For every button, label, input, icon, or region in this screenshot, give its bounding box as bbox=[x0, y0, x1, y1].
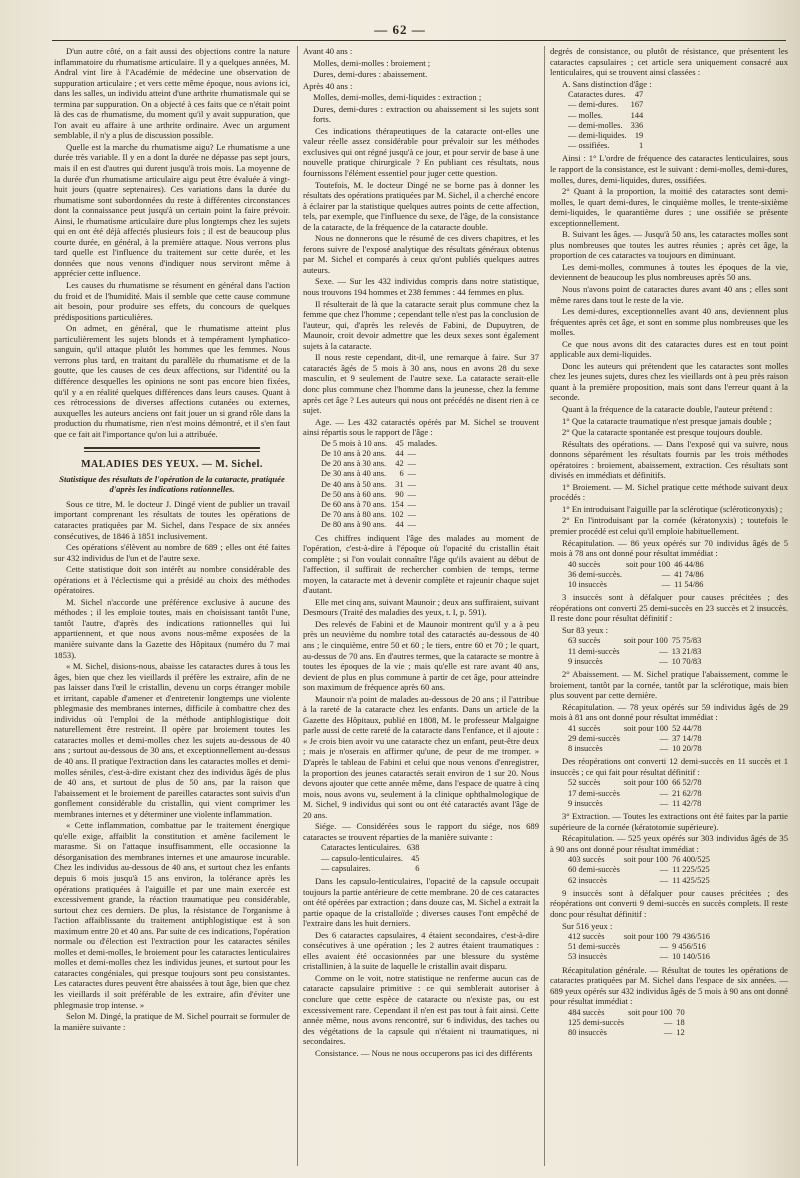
table-cell: 154 bbox=[391, 499, 404, 509]
table-cell: 12 bbox=[676, 1028, 685, 1038]
paragraph: Comme on le voit, notre statistique ne renferme aucun cas de cataracte capsulaire primitive : ce qui semblerait autoriser à conclure que cette espèce de cataracte ou n'existe pas, ou est excessivement rare. Cependant il n'en est pas tout à fait ainsi. Cette année même, nous avons rencontré, sur 6 individus, des taches ou des végétations de la capsule qui n'étaient ni traumatiques, ni secondaires. bbox=[303, 972, 539, 1047]
paragraph: Des 6 cataractes capsulaires, 4 étaient secondaires, c'est-à-dire consécutives à une opération ; les 2 autres étaient traumatiques : elles avaient été occasionnées par une blessure du système cristallinien, à la suite de laquelle le cristallin avait disparu. bbox=[303, 929, 539, 972]
table-cell: 75 75/83 bbox=[671, 636, 702, 646]
table-cell: 42 bbox=[395, 459, 404, 469]
table-cell: 18 bbox=[676, 1018, 685, 1028]
table-cell: 41 succès bbox=[568, 723, 601, 733]
paragraph: 2° Abaissement. — M. Sichel pratique l'abaissement, comme le broiement, tantôt par la cornée, tantôt par la sclérotique, mais bien plus souvent par cette dernière. bbox=[550, 669, 788, 701]
table-cell: 144 bbox=[630, 110, 644, 120]
table-cell: — bbox=[659, 646, 668, 656]
table-cell: De 80 ans à 90 ans. bbox=[321, 520, 387, 530]
table-cell: 638 bbox=[406, 843, 420, 853]
paragraph: Sexe. — Sur les 432 individus compris dans notre statistique, nous trouvons 194 hommes et 238 femmes : 44 femmes en plus. bbox=[303, 276, 539, 298]
table-cell: 10 20/78 bbox=[672, 744, 702, 754]
table-cell: 66 52/78 bbox=[672, 778, 702, 788]
table-row bbox=[568, 789, 706, 799]
table-cell: — bbox=[659, 952, 669, 962]
table-cell: — bbox=[661, 569, 671, 579]
table-cell: 11 demi-succès bbox=[568, 646, 620, 656]
table-cell: — bbox=[407, 479, 416, 489]
header-rule bbox=[52, 40, 786, 41]
paragraph: Les causes du rhumatisme se résument en général dans l'action du froid et de l'humidité. Mais il semble que cette cause commune ait besoin, pour produire ses effets, du concours de quelques prédispositions particulières. bbox=[54, 280, 290, 322]
table-row bbox=[568, 560, 708, 570]
list-line: Dures, demi-dures : extraction ou abaissement si les sujets sont forts. bbox=[313, 103, 539, 125]
table-cell: soit pour 100 bbox=[625, 559, 671, 569]
table-cell: 336 bbox=[630, 120, 644, 130]
siege-table bbox=[321, 843, 423, 874]
table-cell: 11 42/78 bbox=[672, 798, 702, 808]
table-cell: 6 bbox=[415, 863, 420, 873]
table-cell: 9 insuccès bbox=[568, 798, 603, 808]
table-row bbox=[321, 490, 441, 500]
table-cell: 45 bbox=[395, 438, 404, 448]
table-cell: soit pour 100 bbox=[623, 636, 668, 646]
table-cell: — bbox=[407, 469, 416, 479]
section-subtitle: Statistique des résultats de l'opération de la cataracte, pratiquée d'après les indications rationnelles. bbox=[59, 473, 285, 495]
broiement-immediate-table bbox=[568, 560, 708, 591]
general-immediate-table bbox=[568, 1008, 689, 1039]
paragraph: 2° En l'introduisant par la cornée (kératonyxis) ; toutefois le premier procédé est celui qu'il emploie habituellement. bbox=[550, 515, 788, 536]
table-row bbox=[568, 100, 647, 110]
paragraph: 1° Que la cataracte traumatique n'est presque jamais double ; bbox=[562, 415, 772, 426]
paragraph: 9 insuccès sont à défalquer pour causes précitées ; des réopérations ont converti 9 demi-succès en succès complets. Il reste donc pour résultat définitif : bbox=[550, 887, 788, 919]
table-cell: 29 demi-succès bbox=[568, 733, 620, 743]
table-row bbox=[321, 520, 441, 530]
table-cell: De 70 ans à 80 ans. bbox=[321, 510, 387, 520]
paragraph: Des réopérations ont converti 12 demi-succès en 11 succès et 1 insuccès ; ce qui fait pour résultat définitif : bbox=[550, 756, 788, 777]
section-rule bbox=[84, 451, 260, 452]
table-cell: 44 bbox=[395, 520, 404, 530]
method-list bbox=[303, 46, 539, 125]
table-cell: — bbox=[659, 942, 669, 952]
paragraph: Sur 83 yeux : bbox=[562, 624, 609, 635]
table-row bbox=[321, 500, 441, 510]
paragraph: Résultats des opérations. — Dans l'exposé qui va suivre, nous donnons séparément les résultats fournis par les trois méthodes opératoires : broiement, abaissement, extraction. Ces résultats sont divisés en immédiats et définitifs. bbox=[550, 438, 788, 481]
table-row bbox=[568, 580, 708, 590]
table-cell: 46 44/86 bbox=[674, 559, 704, 569]
table-cell: 62 insuccès bbox=[568, 875, 607, 885]
table-row bbox=[321, 510, 441, 520]
table-cell: — demi-molles. bbox=[568, 120, 623, 130]
paragraph: Récapitulation. — 78 yeux opérés sur 59 individus âgés de 29 mois à 81 ans ont donné pour résultat immédiat : bbox=[550, 701, 788, 723]
paragraph: Nous n'avons point de cataractes dures avant 40 ans ; elles sont même rares dans tout le reste de la vie. bbox=[550, 283, 788, 305]
paragraph: Les demi-molles, communes à toutes les époques de la vie, deviennent de beaucoup les plus nombreuses après 50 ans. bbox=[550, 261, 788, 283]
table-cell: 8 insuccès bbox=[568, 744, 603, 754]
table-cell: 80 insuccès bbox=[568, 1028, 607, 1038]
table-row bbox=[568, 1008, 689, 1018]
table-cell: 45 bbox=[411, 853, 420, 863]
table-row bbox=[568, 876, 714, 886]
paragraph: Elle met cinq ans, suivant Maunoir ; deux ans suffiraient, suivant Desmours (Traité des maladies des yeux, t. I, p. 591). bbox=[303, 596, 539, 618]
table-cell: — bbox=[407, 489, 416, 499]
abaissement-final-table bbox=[568, 778, 706, 809]
paragraph: Ce que nous avons dit des cataractes dures est en tout point applicable aux demi-liquides. bbox=[550, 338, 788, 360]
table-cell: — bbox=[407, 448, 416, 458]
age-table bbox=[321, 439, 441, 531]
table-cell: soit pour 100 bbox=[623, 778, 669, 788]
paragraph: Consistance. — Nous ne nous occuperons pas ici des différents bbox=[315, 1047, 533, 1058]
paragraph: 2° Que la cataracte spontanée est presque toujours double. bbox=[562, 427, 763, 438]
consistency-table bbox=[568, 90, 647, 151]
paragraph: degrés de consistance, ou plutôt de résistance, que présentent les cataractes capsulaires ; cet article sera uniquement consacré aux lenticulaires, qui se trouvent ainsi classées : bbox=[550, 46, 788, 78]
paragraph: Toutefois, M. le docteur Dingé ne se borne pas à donner les résultats des opérations pratiquées par M. Sichel, il a cherché encore à éclairer par la statistique quelques autres points de cette affection, tels, par exemple, que l'influence du sexe, de l'âge, de la consistance de la cataracte, de la fréquence de la cataracte double. bbox=[303, 179, 539, 232]
paragraph: Ainsi : 1° L'ordre de fréquence des cataractes lenticulaires, sous le rapport de la consistance, est le suivant : demi-molles, demi-dures, molles, dures, demi-liquides, dures, ossifiées. bbox=[550, 153, 788, 185]
paragraph: D'un autre côté, on a fait aussi des objections contre la nature inflammatoire du rhumatisme articulaire. Il y a quelques années, M. Andral vint lire à l'Académie de médecine une observation de suppuration articulaire ; et vers cette même époque, nous avions ici, dans les salles, un individu atteint d'une arthrite rhumatismale qui se termina par suppuration. On a objecté à ces faits que ce n'était point là des cas de rhumatisme, du moment qu'il y avait suppuration, que l'on avait eu affaire à une arthrite ordinaire. Avec un argument semblable, il n'y a plus de discussion possible. bbox=[54, 46, 290, 141]
table-row bbox=[568, 131, 647, 141]
table-cell: 31 bbox=[395, 479, 404, 489]
table-cell: 484 succès bbox=[568, 1007, 605, 1017]
table-cell: 1 bbox=[639, 141, 644, 151]
table-cell: — demi-liquides. bbox=[568, 131, 627, 140]
paragraph: Ces chiffres indiquent l'âge des malades au moment de l'opération, c'est-à-dire à l'époque où l'opacité du cristallin était complète ; si l'on voulait connaître l'âge qu'ils avaient au début de l'affection, il suffirait de rechercher combien de temps, terme moyen, la cataracte met à devenir complète et rajeunir chaque sujet d'autant. bbox=[303, 532, 539, 596]
paragraph: On admet, en général, que le rhumatisme atteint plus particulièrement les sujets blonds et à tempérament lymphatico-sanguin, qu'il attaque plutôt les hommes que les femmes. Nous verrons plus tard, en traitant du parallèle du rhumatisme et de la goutte, que les causes de ces deux affections, sur l'identité ou la différence desquelles les opinions ne sont pas encore bien fixées, qu'il y a en réalité quelques différences dans leurs causes. Quant à ces rétrocessions de diverses affections cutanées ou externes, auxquelles les auteurs anciens ont fait jouer un si grand rôle dans la production du rhumatisme, rien n'est moins démontré, et il s'en faut que ce fait ait l'importance qu'on lui a attribuée. bbox=[54, 323, 290, 439]
table-row bbox=[321, 459, 441, 469]
table-cell: 6 bbox=[399, 469, 404, 479]
table-cell: soit pour 100 bbox=[623, 855, 669, 865]
table-cell: 11 225/525 bbox=[672, 865, 710, 875]
paragraph: Les demi-dures, exceptionnelles avant 40 ans, deviennent plus fréquentes après cet âge, et sont en somme plus nombreuses que les molles. bbox=[550, 306, 788, 338]
table-row bbox=[568, 952, 714, 962]
table-row bbox=[321, 480, 441, 490]
subheading: A. Sans distinction d'âge : bbox=[562, 78, 652, 89]
table-cell: 79 436/516 bbox=[672, 932, 710, 942]
table-cell: 167 bbox=[630, 100, 644, 110]
paragraph: Age. — Les 432 cataractés opérés par M. Sichel se trouvent ainsi répartis sous le rapport de l'âge : bbox=[303, 416, 539, 438]
table-row bbox=[568, 778, 706, 788]
table-cell: soit pour 100 bbox=[623, 723, 669, 733]
table-cell: — bbox=[663, 1028, 673, 1038]
table-row bbox=[568, 865, 714, 875]
table-cell: malades. bbox=[407, 438, 438, 448]
rheumatism-section bbox=[54, 46, 290, 439]
table-cell: — bbox=[407, 499, 416, 509]
paragraph: Nous ne donnerons que le résumé de ces divers chapitres, et les ferons suivre de l'exposé analytique des résultats généraux obtenus par M. Sichel et comparés à ceux qu'ont publiés quelques autres auteurs. bbox=[303, 233, 539, 275]
extraction-final-table bbox=[568, 932, 714, 963]
table-cell: 44 bbox=[395, 448, 404, 458]
table-cell: — bbox=[407, 510, 416, 520]
table-cell: 52 succès bbox=[568, 778, 601, 788]
table-cell: — capsulaires. bbox=[321, 863, 371, 873]
section-rule bbox=[84, 447, 260, 449]
table-cell: 10 70/83 bbox=[671, 656, 702, 666]
table-cell: — bbox=[659, 744, 669, 754]
paragraph: M. Sichel n'accorde une préférence exclusive à aucune des méthodes ; il les emploie toutes, mais en choisissant tantôt l'une, tantôt l'autre, d'après des indications rationnelles qui lui appartiennent, et que nous avons nous-même exposées de la manière suivante dans la Gazette des Hôpitaux (numéro du 7 mai 1853). bbox=[54, 596, 290, 660]
table-cell: 41 74/86 bbox=[674, 569, 704, 579]
table-cell: 412 succès bbox=[568, 932, 605, 942]
column-2 bbox=[303, 46, 539, 1166]
table-cell: — demi-dures. bbox=[568, 100, 619, 110]
table-cell: De 30 ans à 40 ans. bbox=[321, 469, 387, 479]
abaissement-immediate-table bbox=[568, 724, 706, 755]
table-cell: 47 bbox=[634, 90, 644, 100]
list-line: Avant 40 ans : bbox=[303, 46, 353, 56]
table-row bbox=[321, 864, 423, 874]
paragraph: 1° Broiement. — M. Sichel pratique cette méthode suivant deux procédés : bbox=[550, 481, 788, 503]
table-cell: 10 insuccès bbox=[568, 580, 607, 590]
table-cell: 37 14/78 bbox=[672, 733, 702, 743]
paragraph: Siége. — Considérées sous le rapport du siége, nos 689 cataractes se trouvent réparties de la manière suivante : bbox=[303, 821, 539, 842]
paragraph: Cette statistique doit son intérêt au nombre considérable des opérations et à l'éclectisme qui a présidé au choix des méthodes opératoires. bbox=[54, 564, 290, 596]
column-3 bbox=[550, 46, 788, 1166]
table-cell: — bbox=[407, 459, 416, 469]
table-cell: — bbox=[407, 520, 416, 530]
paragraph: « Cette inflammation, combattue par le traitement énergique qu'elle exige, affaiblit la constitution et amène facilement le marasme. Si on l'attaque insuffisamment, elle occasionne la désorganisation des membranes internes et une amaurose incurable. Chez les individus au-dessous de 40 ans, et surtout chez les enfants depuis 6 mois jusqu'à 15 ans environ, la tolérance après les opérations pratiquées à l'aiguille et par une main exercée est excessivement grande, la réaction traumatique peu considérable, surtout chez ces derniers. De plus, la résistance de l'organisme à l'action affaiblissante du traitement antiphlogistique est à son maximum entre 20 et 40 ans. Par suite de ces indications, l'opération normale ou d'élection est l'extraction pour les cataractes séniles molles et demi-molles, le broiement pour les cataractes lenticulaires molles et demi-molles chez les individus jeunes, et surtout pour les cataractes congéniales, qui presque toujours sont peu consistantes. Les cataractes dures peuvent être abaissées à tout âge, bien que chez les vieillards il soit préférable de les extraire, afin d'éviter une phlegmasie trop intense. » bbox=[54, 820, 290, 1010]
paragraph: Il résulterait de là que la cataracte serait plus commune chez la femme que chez l'homme ; cependant telle n'est pas la conclusion de l'auteur, qui, d'après les relevés de Fabini, de Dupuytren, de Maunoir, croit devoir admettre que les deux sexes sont également sujets à la cataracte. bbox=[303, 298, 539, 351]
table-cell: 76 400/525 bbox=[672, 855, 710, 865]
table-cell: soit pour 100 bbox=[628, 1007, 673, 1017]
table-row bbox=[568, 1018, 689, 1028]
table-cell: — bbox=[663, 1018, 673, 1028]
table-cell: 51 demi-succès bbox=[568, 942, 620, 952]
paragraph: Récapitulation. — 525 yeux opérés sur 303 individus âgés de 35 à 90 ans ont donné pour résultat immédiat : bbox=[550, 833, 788, 854]
table-row bbox=[568, 734, 706, 744]
table-row bbox=[568, 141, 647, 151]
table-cell: soit pour 100 bbox=[623, 932, 669, 942]
table-cell: De 50 ans à 60 ans. bbox=[321, 489, 387, 499]
paragraph: 2° Quant à la proportion, la moitié des cataractes sont demi-molles, le quart demi-dures, le cinquième molles, le trente-sixième demi-liquides, le quarantième dures ; une ossifiée se présente exceptionnellement. bbox=[550, 186, 788, 228]
table-cell: — bbox=[659, 798, 669, 808]
table-cell: 13 21/83 bbox=[671, 646, 702, 656]
cataract-intro bbox=[54, 499, 290, 1032]
table-cell: — capsulo-lenticulaires. bbox=[321, 853, 403, 863]
table-cell: 11 425/525 bbox=[672, 875, 710, 885]
paragraph: Quant à la fréquence de la cataracte double, l'auteur prétend : bbox=[562, 403, 773, 414]
table-row bbox=[568, 799, 706, 809]
table-row bbox=[568, 111, 647, 121]
table-cell: — bbox=[661, 580, 671, 590]
table-cell: — bbox=[659, 875, 669, 885]
paragraph: Récapitulation générale. — Résultat de toutes les opérations de cataractes pratiquées par M. Sichel dans l'espace de six années. — 689 yeux opérés sur 432 individus âgés de 5 mois à 90 ans ont donné pour résultat immédiat : bbox=[550, 964, 788, 1007]
table-row bbox=[321, 439, 441, 449]
section-title: MALADIES DES YEUX. — M. Sichel. bbox=[81, 459, 263, 471]
paragraph: 3 insuccès sont à défalquer pour causes précitées ; des réopérations ont converti 25 demi-succès en 23 succès et 2 insuccès. Il reste donc pour résultat définitif : bbox=[550, 592, 788, 624]
list-line: Molles, demi-molles : broiement ; bbox=[313, 57, 431, 68]
table-cell: 63 succès bbox=[568, 636, 601, 646]
paragraph: Ces opérations s'élèvent au nombre de 689 ; elles ont été faites sur 432 individus de l'un et de l'autre sexe. bbox=[54, 542, 290, 563]
table-cell: 102 bbox=[391, 510, 404, 520]
list-line: Dures, demi-dures : abaissement. bbox=[313, 69, 428, 80]
table-cell: 52 44/78 bbox=[672, 723, 702, 733]
table-cell: — bbox=[659, 788, 669, 798]
table-row bbox=[568, 932, 714, 942]
table-row bbox=[568, 724, 706, 734]
table-cell: Cataractes lenticulaires. bbox=[321, 843, 401, 853]
paragraph: 3° Extraction. — Toutes les extractions ont été faites par la partie supérieure de la cornée (kératotomie supérieure). bbox=[550, 811, 788, 832]
broiement-final-table bbox=[568, 636, 705, 667]
table-cell: Cataractes dures. bbox=[568, 90, 626, 100]
table-cell: 9 insuccès bbox=[568, 656, 603, 666]
paragraph: Récapitulation. — 86 yeux opérés sur 70 individus âgés de 5 mois à 78 ans ont donné pour résultat immédiat : bbox=[550, 537, 788, 559]
column-1 bbox=[54, 46, 290, 1166]
table-cell: De 60 ans à 70 ans. bbox=[321, 499, 387, 509]
table-row bbox=[321, 843, 423, 853]
list-line: Molles, demi-molles, demi-liquides : extraction ; bbox=[313, 92, 482, 103]
table-cell: 10 140/516 bbox=[672, 952, 710, 962]
table-cell: — molles. bbox=[568, 110, 603, 120]
table-cell: De 20 ans à 30 ans. bbox=[321, 459, 387, 469]
table-cell: 11 54/86 bbox=[674, 580, 704, 590]
table-cell: — bbox=[659, 865, 669, 875]
table-row bbox=[321, 469, 441, 479]
table-cell: De 5 mois à 10 ans. bbox=[321, 438, 388, 448]
table-row bbox=[321, 854, 423, 864]
table-row bbox=[568, 636, 705, 646]
paragraph: Des relevés de Fabini et de Maunoir montrent qu'il y a à peu près un neuvième du nombre total des cataractés au-dessous de 40 ans ; le cinquième, entre 50 et 60 ; le tiers, entre 60 et 70 ; le quart, au-dessus de 70 ans. En d'autres termes, que la cataracte se montre à toutes les époques de la vie ; mais qu'elle est rare avant 40 ans, devient de plus en plus commune à partir de cet âge, pour atteindre son maximum de fréquence après 60 ans. bbox=[303, 618, 539, 693]
table-cell: 40 succès bbox=[568, 559, 601, 569]
table-cell: De 10 ans à 20 ans. bbox=[321, 448, 387, 458]
table-row bbox=[321, 449, 441, 459]
paragraph: Quelle est la marche du rhumatisme aigu? Le rhumatisme a une durée très variable. Il y en a dont la durée ne dépasse pas sept jours, mais il en est d'autres qui durent jusqu'à trois mois. La moyenne de la durée d'un rhumatisme articulaire aigu peut être évaluée à vingt-huit jours (quatre septenaires). Ces variations dans la durée du rhumatisme sont subordonnées du reste à différentes circonstances dont la connaissance peut jusqu'à un certain point la faire prévoir. Ainsi, le rhumatisme articulaire dure plus longtemps chez les sujets qui en ont été déjà affectés plusieurs fois ; il est de beaucoup plus courte durée, en général, à la première attaque. Nous verrons plus tard quelle est l'influence du traitement sur cette durée, et les données que nous venons d'indiquer nous serviront même à apprécier cette influence. bbox=[54, 141, 290, 279]
paragraph: Sous ce titre, M. le docteur J. Dingé vient de publier un travail important comprenant les résultats de toutes les opérations de cataractes pratiquées par M. Sichel, dans l'espace de six années consécutives, de 1846 à 1851 inclusivement. bbox=[54, 498, 290, 541]
paragraph: Selon M. Dingé, la pratique de M. Sichel pourrait se formuler de la manière suivante : bbox=[54, 1011, 290, 1032]
table-row bbox=[568, 942, 714, 952]
paragraph: Sur 516 yeux : bbox=[562, 920, 613, 931]
table-cell: 90 bbox=[395, 489, 404, 499]
table-cell: 9 456/516 bbox=[672, 942, 706, 952]
table-cell: — bbox=[659, 656, 668, 666]
table-cell: 36 demi-succès. bbox=[568, 569, 622, 579]
paragraph: 1° En introduisant l'aiguille par la sclérotique (scléroticonyxis) ; bbox=[562, 503, 783, 514]
paragraph: Ces indications thérapeutiques de la cataracte ont-elles une valeur réelle assez considérable pour prévaloir sur les méthodes exclusives qui ont régné jusqu'à ce jour, et pour servir de base à une nouvelle pratique chirurgicale ? En publiant ces résultats, nous fournissons l'élément essentiel pour juger cette question. bbox=[303, 125, 539, 179]
paragraph: B. Suivant les âges. — Jusqu'à 50 ans, les cataractes molles sont plus nombreuses que toutes les autres réunies ; après cet âge, la proportion de ces cataractes va toujours en diminuant. bbox=[550, 229, 788, 261]
page-number: — 62 — bbox=[374, 22, 426, 37]
table-cell: 403 succès bbox=[568, 855, 605, 865]
paragraph: Il nous reste cependant, dit-il, une remarque à faire. Sur 37 cataractés âgés de 5 mois à 30 ans, nous en avons 28 du sexe masculin, et 9 seulement de l'autre sexe. La cataracte serait-elle donc plus commune chez l'homme dans la jeunesse, chez la femme après cet âge ? Les auteurs qui nous ont précédés ne disent rien à ce sujet. bbox=[303, 352, 539, 416]
paragraph: Donc les auteurs qui prétendent que les cataractes sont molles chez les jeunes sujets, dures chez les vieillards ont à peu près raison quant à la première proposition, mais sont dans l'erreur quant à la seconde. bbox=[550, 360, 788, 403]
column-divider bbox=[297, 46, 298, 1166]
table-row bbox=[568, 90, 647, 100]
table-cell: 19 bbox=[634, 131, 644, 140]
paragraph: Dans les capsulo-lenticulaires, l'opacité de la capsule occupait toujours la partie antérieure de cette membrane. 20 de ces cataractes ont été opérées par extraction ; dans douze cas, M. Sichel a extrait la partie opaque de la cristalloïde ; diverses causes l'ont empêché de l'extraire dans les huit derniers. bbox=[303, 875, 539, 929]
table-row bbox=[568, 121, 647, 131]
list-line: Après 40 ans : bbox=[303, 80, 353, 91]
table-cell: — ossifiées. bbox=[568, 141, 610, 151]
table-cell: 60 demi-succès bbox=[568, 865, 620, 875]
extraction-immediate-table bbox=[568, 855, 714, 886]
table-cell: 125 demi-succès bbox=[568, 1018, 625, 1028]
table-cell: 53 insuccès bbox=[568, 952, 607, 962]
table-cell: 21 62/78 bbox=[672, 788, 702, 798]
table-cell: 70 bbox=[676, 1007, 685, 1017]
table-row bbox=[568, 744, 706, 754]
paragraph: Maunoir n'a point de malades au-dessous de 20 ans ; il l'attribue à la rareté de la cataracte chez les enfants. Dans un article de la Gazette des Hôpitaux, publié en 1808, M. le professeur Malgaigne parle aussi de cette rareté de la cataracte dans l'enfance, et il ajoute : « Je crois bien avoir vu une cataracte chez un enfant, peut-être deux ; mais je n'oserais en affirmer qu'une, de peur de me tromper. » D'après le tableau de Fabini et celui que nous venons d'enregistrer, la proportion des jeunes cataractés serait environ de 1 sur 20. Nous devons ajouter que cette année même, dans l'espace de quatre à cinq mois, nous avons vu, seulement à la clinique ophthalmologique de M. Sichel, 9 individus qui sont ou ont été cataractés avant l'âge de 20 ans. bbox=[303, 693, 539, 820]
column-divider bbox=[544, 46, 545, 1166]
table-row bbox=[568, 657, 705, 667]
table-row bbox=[568, 570, 708, 580]
paragraph: « M. Sichel, disions-nous, abaisse les cataractes dures à tous les âges, bien que chez les vieillards il préfère les extraire, afin de ne pas laisser dans l'œil le cristallin, devenu un corps étranger mobile et irritant, capable d'amener et d'entretenir longtemps une violente phlegmasie des membranes internes, difficile à combattre chez des individus où l'emploi de la méthode antiphlogistique doit naturellement être restreint. Il opère par broiement toutes les cataractes molles et demi-molles chez les sujets au-dessous de 40 ans ; surtout au-dessous de 30 ans, et exceptionnellement au-dessus de 40 ans. Il pratique l'extraction dans les cataractes molles et demi-molles séniles, c'est-à-dire existant chez des individus âgés de plus de 40 ans, et surtout de plus de 50 ans, par la raison que l'abaissement et le broiement de pareilles cataractes sont suivis d'un gonflement considérable du cristallin, qui vient comprimer les membranes internes et y déterminer une violente inflammation. bbox=[54, 661, 290, 819]
table-cell: — bbox=[659, 733, 669, 743]
table-row bbox=[568, 1028, 689, 1038]
table-row bbox=[568, 647, 705, 657]
table-cell: 17 demi-succès bbox=[568, 788, 620, 798]
table-row bbox=[568, 855, 714, 865]
table-cell: De 40 ans à 50 ans. bbox=[321, 479, 387, 489]
